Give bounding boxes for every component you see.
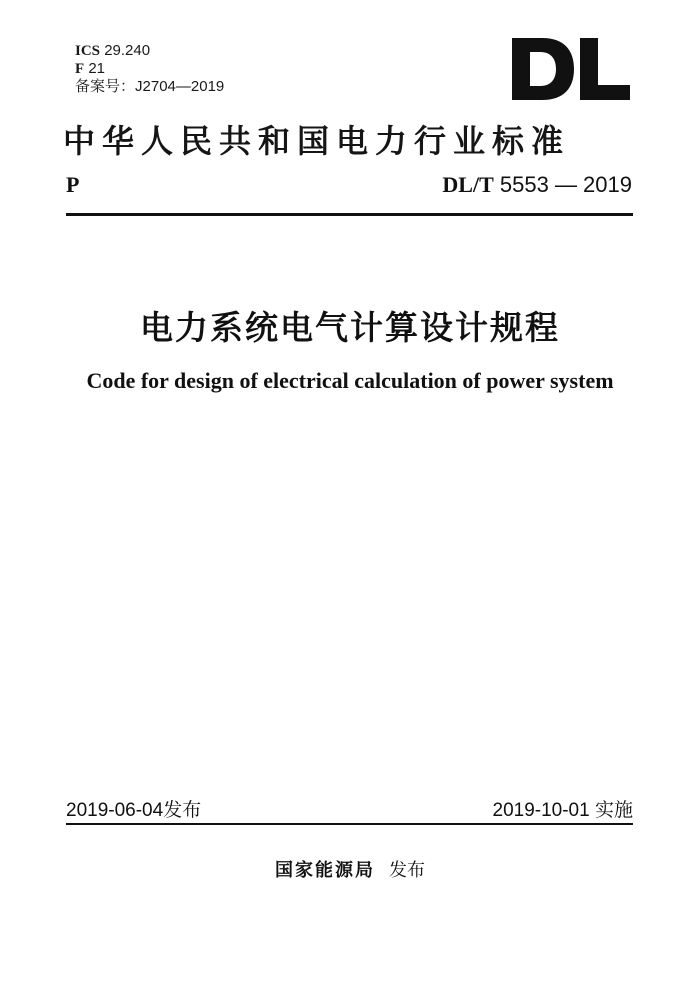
record-label: 备案号： (75, 78, 136, 95)
dl-logo (512, 38, 630, 100)
publisher (0, 856, 700, 882)
document-title-zh: 电力系统电气计算设计规程 (140, 308, 560, 347)
publisher-action: 发布 (389, 860, 425, 881)
f-code (75, 60, 105, 78)
ics-code (75, 42, 150, 60)
issue-date-value: 2019-06-04 (66, 800, 164, 821)
issue-date-label: 发布 (163, 799, 202, 821)
code-prefix: DL/T (442, 172, 494, 197)
document-title-en: Code for design of electrical calculation of power system (86, 368, 614, 393)
code-number: 5553 — 2019 (499, 172, 632, 197)
record-value: J2704—2019 (135, 78, 225, 95)
f-label: F (75, 61, 85, 77)
top-divider (66, 213, 633, 216)
record-number (75, 78, 224, 96)
standard-code (442, 172, 632, 198)
logo-letter-l (580, 38, 630, 100)
effective-date-label: 实施 (594, 799, 633, 821)
f-value: 21 (88, 60, 106, 77)
bottom-divider (66, 823, 633, 825)
issue-date (66, 795, 201, 822)
publisher-org: 国家能源局 (275, 860, 375, 881)
effective-date-value: 2019-10-01 (492, 800, 590, 821)
logo-letter-d (512, 38, 574, 100)
ics-label: ICS (75, 43, 101, 59)
effective-date (493, 795, 634, 822)
standard-title: 中华人民共和国电力行业标准 (63, 122, 571, 160)
ics-value: 29.240 (104, 42, 151, 59)
category-code: P (66, 172, 80, 197)
